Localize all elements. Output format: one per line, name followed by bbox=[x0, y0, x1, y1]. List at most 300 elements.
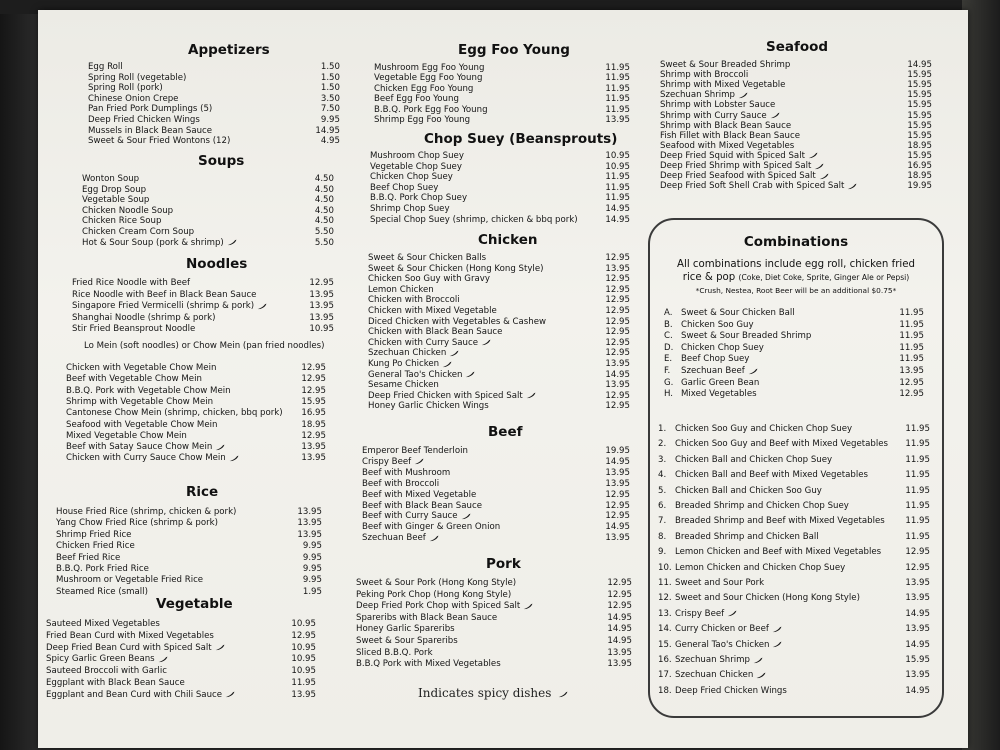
menu-item-name bbox=[368, 380, 439, 390]
menu-item-row bbox=[368, 253, 630, 264]
menu-item-label: Crispy Beef bbox=[675, 608, 725, 619]
menu-item-row bbox=[368, 380, 630, 391]
menu-item-price: 5.50 bbox=[314, 237, 334, 248]
menu-item-row bbox=[82, 195, 334, 206]
chili-pepper-icon bbox=[442, 361, 451, 367]
menu-item-row bbox=[82, 174, 334, 185]
section-title-vegetable: Vegetable bbox=[156, 596, 233, 612]
menu-item-name bbox=[374, 105, 488, 115]
menu-item-row bbox=[368, 348, 630, 359]
menu-item-name bbox=[660, 70, 748, 80]
menu-item-label: B.B.Q. Pork Egg Foo Young bbox=[374, 104, 488, 115]
menu-item-name bbox=[658, 455, 832, 465]
menu-item-name bbox=[664, 366, 757, 376]
menu-item-row bbox=[66, 374, 326, 385]
menu-item-row bbox=[362, 457, 630, 468]
menu-item-price: 12.95 bbox=[605, 401, 630, 412]
menu-item-label: Chicken with Mixed Vegetable bbox=[368, 306, 497, 316]
menu-item-label: Mussels in Black Bean Sauce bbox=[88, 125, 213, 136]
menu-item-row bbox=[362, 522, 630, 533]
menu-item-name bbox=[56, 507, 236, 517]
menu-item-name bbox=[66, 363, 216, 373]
menu-item-label: Beef with Satay Sauce Chow Mein bbox=[66, 442, 213, 453]
menu-item-price: 12.95 bbox=[605, 390, 630, 401]
menu-item-name bbox=[658, 547, 881, 557]
chili-pepper-icon bbox=[819, 173, 828, 179]
menu-item-price: 11.95 bbox=[905, 454, 930, 465]
menu-item-row bbox=[370, 215, 630, 226]
menu-item-name bbox=[56, 575, 203, 585]
menu-item-row bbox=[368, 401, 630, 412]
menu-item-label: Peking Pork Chop (Hong Kong Style) bbox=[356, 589, 512, 600]
menu-item-label: Breaded Shrimp and Chicken Ball bbox=[675, 531, 819, 542]
menu-item-price: 18.95 bbox=[907, 140, 932, 151]
menu-item-row bbox=[356, 636, 632, 647]
menu-item-price: 12.95 bbox=[291, 630, 316, 641]
menu-item-name bbox=[370, 204, 450, 214]
menu-item-price: 11.95 bbox=[291, 678, 316, 688]
menu-item-price: 13.95 bbox=[291, 689, 316, 700]
menu-item-name bbox=[356, 590, 511, 600]
chili-pepper-icon bbox=[772, 626, 781, 632]
menu-item-name bbox=[88, 94, 178, 104]
menu-item-label: Beef with Black Bean Sauce bbox=[362, 500, 482, 511]
menu-item-price: 5.50 bbox=[314, 227, 334, 237]
menu-item-price: 10.95 bbox=[291, 642, 316, 653]
menu-item-name bbox=[72, 324, 195, 334]
menu-item-name bbox=[658, 532, 819, 542]
menu-item-name bbox=[56, 564, 149, 574]
menu-item-name bbox=[362, 446, 468, 456]
menu-item-price: 12.95 bbox=[605, 274, 630, 285]
menu-item-price: 11.95 bbox=[605, 63, 630, 73]
menu-item-row bbox=[72, 313, 334, 324]
menu-item-name bbox=[368, 264, 543, 274]
menu-item-name bbox=[368, 327, 502, 337]
menu-item-label: Deep Fried Squid with Spiced Salt bbox=[660, 150, 805, 161]
menu-item-label: Sweet & Sour Pork (Hong Kong Style) bbox=[356, 578, 517, 588]
menu-item-name bbox=[356, 636, 458, 646]
lomein-chowmein-note: Lo Mein (soft noodles) or Chow Mein (pan fried noodles) bbox=[84, 341, 325, 351]
menu-item-row bbox=[368, 285, 630, 296]
menu-item-price: 9.95 bbox=[302, 541, 322, 552]
menu-item-name bbox=[72, 278, 190, 288]
menu-item-price: 12.95 bbox=[605, 327, 630, 338]
menu-item-row bbox=[88, 94, 340, 105]
menu-item-row bbox=[660, 131, 932, 142]
menu-item-row bbox=[660, 181, 932, 192]
menu-item-row bbox=[658, 686, 930, 698]
menu-item-price: 13.95 bbox=[605, 467, 630, 478]
menu-item-price: 13.95 bbox=[297, 507, 322, 517]
menu-item-row bbox=[56, 575, 322, 586]
menu-item-row bbox=[370, 193, 630, 204]
menu-item-label: Chicken Egg Foo Young bbox=[374, 83, 474, 94]
menu-item-row bbox=[368, 306, 630, 317]
menu-item-row bbox=[56, 530, 322, 541]
combo-label: 16. bbox=[658, 655, 672, 665]
menu-item-label: Shrimp with Mixed Vegetable bbox=[660, 80, 786, 91]
combinations-intro-rice: rice & pop bbox=[682, 272, 736, 283]
menu-item-name bbox=[56, 530, 131, 540]
menu-item-price: 14.95 bbox=[607, 636, 632, 646]
menu-item-label: Spring Roll (vegetable) bbox=[88, 72, 187, 83]
menu-item-price: 15.95 bbox=[907, 80, 932, 91]
menu-item-label: Deep Fried Chicken Wings bbox=[88, 115, 200, 125]
chili-pepper-icon bbox=[215, 444, 224, 450]
menu-item-label: Sweet & Sour Chicken Ball bbox=[681, 308, 795, 318]
combo-label: 3. bbox=[658, 454, 667, 465]
menu-item-name bbox=[658, 670, 765, 680]
chili-pepper-icon bbox=[847, 183, 856, 189]
section-title-chop-suey: Chop Suey (Beansprouts) bbox=[424, 131, 618, 147]
menu-item-price: 12.95 bbox=[607, 589, 632, 600]
section-title-egg-foo-young: Egg Foo Young bbox=[458, 42, 570, 58]
chili-pepper-icon bbox=[772, 641, 781, 647]
menu-item-price: 4.50 bbox=[314, 174, 334, 184]
menu-item-name bbox=[660, 161, 823, 171]
combinations-extra-note: *Crush, Nestea, Root Beer will be an additional $0.75* bbox=[695, 286, 897, 295]
combo-label: 2. bbox=[658, 439, 667, 450]
menu-item-label: Spring Roll (pork) bbox=[88, 83, 163, 94]
menu-item-price: 9.95 bbox=[320, 115, 340, 125]
menu-item-row bbox=[370, 162, 630, 173]
menu-item-label: Emperor Beef Tenderloin bbox=[362, 446, 468, 456]
menu-item-row bbox=[362, 533, 630, 544]
menu-item-row bbox=[374, 115, 630, 126]
menu-item-name bbox=[658, 424, 852, 434]
menu-item-label: Singapore Fried Vermicelli (shrimp & pork) bbox=[72, 301, 255, 312]
menu-item-label: Eggplant with Black Bean Sauce bbox=[46, 678, 185, 688]
menu-item-row bbox=[664, 320, 924, 332]
menu-item-price: 12.95 bbox=[905, 562, 930, 573]
combo-label: 4. bbox=[658, 470, 667, 481]
menu-item-row bbox=[664, 343, 924, 355]
menu-item-name bbox=[56, 587, 148, 597]
menu-item-price: 12.95 bbox=[899, 377, 924, 388]
menu-item-name bbox=[374, 73, 482, 83]
menu-item-price: 12.95 bbox=[301, 385, 326, 396]
menu-item-name bbox=[660, 181, 856, 191]
menu-item-row bbox=[660, 70, 932, 81]
menu-item-price: 4.95 bbox=[320, 136, 340, 147]
menu-item-name bbox=[72, 313, 215, 323]
menu-item-price: 11.95 bbox=[605, 73, 630, 84]
menu-item-row bbox=[356, 601, 632, 612]
menu-item-label: Deep Fried Soft Shell Crab with Spiced Salt bbox=[660, 181, 845, 192]
menu-item-label: House Fried Rice (shrimp, chicken & pork) bbox=[56, 507, 237, 517]
menu-item-name bbox=[56, 518, 218, 528]
menu-item-name bbox=[66, 386, 231, 396]
menu-item-name bbox=[368, 306, 497, 316]
chili-pepper-icon bbox=[814, 163, 823, 169]
menu-item-row bbox=[660, 141, 932, 152]
chili-pepper-icon bbox=[465, 371, 474, 377]
menu-item-label: Mixed Vegetable Chow Mein bbox=[66, 430, 187, 441]
menu-item-name bbox=[658, 655, 762, 665]
menu-item-name bbox=[88, 83, 163, 93]
menu-item-row bbox=[46, 690, 316, 701]
menu-item-name bbox=[368, 253, 486, 263]
menu-item-row bbox=[658, 547, 930, 559]
menu-item-price: 13.95 bbox=[605, 533, 630, 544]
menu-item-label: Szechuan Beef bbox=[681, 366, 745, 376]
menu-item-label: Chicken Chop Suey bbox=[370, 172, 453, 183]
menu-item-label: Chicken with Curry Sauce Chow Mein bbox=[66, 453, 226, 464]
chili-pepper-icon bbox=[808, 152, 817, 158]
menu-item-name bbox=[88, 136, 230, 146]
menu-item-label: Chicken Ball and Chicken Soo Guy bbox=[675, 485, 822, 496]
menu-item-name bbox=[664, 389, 757, 399]
menu-item-name bbox=[368, 391, 535, 401]
menu-item-name bbox=[72, 301, 266, 311]
chili-pepper-icon bbox=[748, 368, 757, 374]
menu-item-price: 13.95 bbox=[605, 380, 630, 391]
menu-item-name bbox=[56, 541, 135, 551]
menu-item-row bbox=[660, 111, 932, 122]
chili-pepper-icon bbox=[461, 513, 470, 519]
menu-item-price: 11.95 bbox=[899, 342, 924, 353]
menu-item-price: 11.95 bbox=[899, 308, 924, 318]
menu-item-name bbox=[370, 183, 438, 193]
menu-item-label: Deep Fried Shrimp with Spiced Salt bbox=[660, 161, 812, 171]
menu-item-price: 14.95 bbox=[905, 608, 930, 619]
menu-item-price: 4.50 bbox=[314, 184, 334, 195]
menu-item-price: 4.50 bbox=[314, 205, 334, 216]
section-title-noodles: Noodles bbox=[186, 256, 248, 272]
menu-item-label: Beef with Mixed Vegetable bbox=[362, 489, 477, 500]
menu-item-price: 12.95 bbox=[605, 284, 630, 295]
menu-item-price: 13.95 bbox=[905, 593, 930, 604]
menu-item-price: 12.95 bbox=[605, 489, 630, 500]
menu-item-row bbox=[356, 613, 632, 624]
menu-item-row bbox=[66, 431, 326, 442]
menu-item-label: Shrimp with Black Bean Sauce bbox=[660, 120, 792, 131]
menu-item-row bbox=[370, 172, 630, 183]
menu-item-label: Eggplant and Bean Curd with Chili Sauce bbox=[46, 689, 223, 700]
menu-item-price: 12.95 bbox=[605, 348, 630, 359]
menu-item-row bbox=[46, 654, 316, 665]
menu-item-price: 12.95 bbox=[605, 306, 630, 316]
menu-item-price: 12.95 bbox=[899, 389, 924, 400]
menu-item-row bbox=[72, 290, 334, 301]
menu-item-name bbox=[46, 666, 167, 676]
menu-item-name bbox=[362, 522, 500, 532]
menu-item-label: Seafood with Mixed Vegetables bbox=[660, 140, 795, 151]
menu-item-price: 11.95 bbox=[605, 94, 630, 105]
menu-item-label: Shrimp with Lobster Sauce bbox=[660, 100, 776, 111]
combo-label: 18. bbox=[658, 685, 672, 696]
menu-item-label: Sweet and Sour Pork bbox=[675, 578, 765, 588]
menu-item-price: 14.95 bbox=[605, 214, 630, 225]
menu-item-row bbox=[374, 105, 630, 116]
menu-item-name bbox=[368, 401, 489, 411]
menu-item-label: Chicken Rice Soup bbox=[82, 216, 162, 227]
menu-sheet bbox=[38, 10, 968, 748]
menu-item-row bbox=[356, 648, 632, 659]
menu-item-price: 10.95 bbox=[605, 161, 630, 172]
menu-item-name bbox=[82, 216, 161, 226]
menu-item-label: Beef with Ginger & Green Onion bbox=[362, 522, 501, 533]
menu-item-name bbox=[370, 193, 467, 203]
menu-item-label: Lemon Chicken bbox=[368, 284, 434, 295]
menu-item-price: 12.95 bbox=[607, 578, 632, 588]
menu-item-name bbox=[88, 115, 200, 125]
menu-item-price: 13.95 bbox=[301, 442, 326, 453]
menu-item-name bbox=[660, 60, 790, 70]
menu-item-price: 12.95 bbox=[605, 253, 630, 263]
menu-item-label: Chicken with Vegetable Chow Mein bbox=[66, 363, 217, 373]
menu-item-name bbox=[658, 470, 868, 480]
menu-item-name bbox=[88, 104, 212, 114]
combo-label: 8. bbox=[658, 531, 667, 542]
menu-item-label: Honey Garlic Chicken Wings bbox=[368, 401, 489, 412]
spicy-legend-text: Indicates spicy dishes bbox=[418, 686, 552, 700]
menu-item-name bbox=[362, 501, 482, 511]
menu-item-row bbox=[368, 327, 630, 338]
menu-item-name bbox=[46, 654, 167, 664]
menu-item-name bbox=[660, 121, 791, 131]
menu-item-label: Sweet & Sour Breaded Shrimp bbox=[660, 60, 791, 70]
menu-item-row bbox=[660, 161, 932, 172]
menu-item-row bbox=[362, 479, 630, 490]
menu-item-name bbox=[660, 100, 775, 110]
menu-item-row bbox=[368, 274, 630, 285]
menu-item-label: Sesame Chicken bbox=[368, 380, 439, 391]
menu-item-name bbox=[660, 171, 828, 181]
menu-item-price: 1.50 bbox=[320, 83, 340, 94]
chili-pepper-icon bbox=[738, 92, 747, 98]
menu-item-label: Deep Fried Seafood with Spiced Salt bbox=[660, 171, 816, 182]
menu-item-row bbox=[664, 366, 924, 378]
menu-item-price: 11.95 bbox=[899, 354, 924, 365]
menu-item-price: 10.95 bbox=[605, 151, 630, 161]
menu-item-label: Fried Rice Noodle with Beef bbox=[72, 278, 191, 288]
menu-item-price: 13.95 bbox=[905, 624, 930, 635]
menu-item-price: 4.50 bbox=[314, 195, 334, 206]
menu-item-label: Chicken Ball and Beef with Mixed Vegetables bbox=[675, 470, 869, 481]
menu-item-row bbox=[362, 468, 630, 479]
menu-item-price: 3.50 bbox=[320, 93, 340, 104]
menu-item-label: Diced Chicken with Vegetables & Cashew bbox=[368, 316, 547, 327]
menu-item-name bbox=[660, 151, 817, 161]
menu-item-price: 16.95 bbox=[301, 408, 326, 419]
menu-item-label: Spicy Garlic Green Beans bbox=[46, 654, 155, 665]
menu-item-row bbox=[88, 73, 340, 84]
menu-item-row bbox=[362, 446, 630, 457]
menu-item-label: Sauteed Mixed Vegetables bbox=[46, 619, 160, 629]
menu-item-price: 13.95 bbox=[297, 529, 322, 540]
menu-item-name bbox=[362, 457, 423, 467]
menu-item-price: 13.95 bbox=[309, 289, 334, 300]
menu-item-label: Fish Fillet with Black Bean Sauce bbox=[660, 130, 800, 141]
menu-item-row bbox=[362, 490, 630, 501]
chili-pepper-icon bbox=[215, 644, 224, 650]
section-title-soups: Soups bbox=[198, 153, 245, 169]
menu-item-row bbox=[82, 227, 334, 238]
menu-item-price: 15.95 bbox=[907, 150, 932, 161]
menu-item-name bbox=[664, 354, 749, 364]
menu-item-row bbox=[370, 151, 630, 162]
menu-item-row bbox=[88, 104, 340, 115]
menu-item-row bbox=[362, 501, 630, 512]
menu-item-row bbox=[82, 216, 334, 227]
menu-item-label: Breaded Shrimp and Chicken Chop Suey bbox=[675, 501, 849, 511]
menu-item-name bbox=[46, 631, 214, 641]
combo-label: C. bbox=[664, 331, 673, 342]
menu-item-price: 14.95 bbox=[315, 125, 340, 136]
menu-item-label: Beef with Curry Sauce bbox=[362, 511, 458, 522]
menu-item-price: 13.95 bbox=[309, 301, 334, 312]
menu-item-label: Sweet & Sour Spareribs bbox=[356, 636, 458, 646]
menu-item-name bbox=[658, 686, 787, 696]
section-title-appetizers: Appetizers bbox=[188, 42, 270, 58]
menu-item-name bbox=[356, 624, 455, 634]
menu-item-price: 15.95 bbox=[301, 396, 326, 407]
menu-item-row bbox=[368, 338, 630, 349]
menu-item-label: Szechuan Chicken bbox=[675, 670, 754, 681]
section-title-chicken: Chicken bbox=[478, 232, 538, 248]
menu-item-name bbox=[362, 511, 470, 521]
menu-item-row bbox=[46, 643, 316, 654]
menu-item-price: 15.95 bbox=[907, 90, 932, 101]
menu-item-name bbox=[660, 141, 794, 151]
menu-item-price: 11.95 bbox=[905, 470, 930, 481]
menu-item-name bbox=[374, 84, 473, 94]
menu-item-name bbox=[370, 215, 578, 225]
menu-item-name bbox=[664, 343, 764, 353]
menu-item-label: Vegetable Egg Foo Young bbox=[374, 73, 483, 84]
menu-item-row bbox=[72, 324, 334, 335]
menu-item-label: Shrimp Chop Suey bbox=[370, 204, 450, 214]
menu-item-price: 10.95 bbox=[291, 654, 316, 665]
menu-item-price: 19.95 bbox=[605, 446, 630, 456]
section-title-pork: Pork bbox=[486, 556, 521, 572]
menu-item-price: 12.95 bbox=[607, 601, 632, 612]
menu-item-price: 13.95 bbox=[905, 578, 930, 588]
menu-item-label: B.B.Q. Pork Chop Suey bbox=[370, 193, 468, 204]
menu-item-row bbox=[356, 578, 632, 589]
combo-label: E. bbox=[664, 354, 673, 365]
menu-item-row bbox=[46, 619, 316, 630]
menu-item-row bbox=[72, 301, 334, 312]
spicy-legend bbox=[418, 686, 567, 700]
menu-item-label: Sweet & Sour Chicken (Hong Kong Style) bbox=[368, 263, 544, 274]
menu-item-label: B.B.Q. Pork with Vegetable Chow Mein bbox=[66, 385, 231, 396]
menu-item-name bbox=[368, 274, 490, 284]
menu-item-row bbox=[658, 640, 930, 652]
menu-item-label: Deep Fried Chicken with Spiced Salt bbox=[368, 390, 523, 401]
combo-label: 7. bbox=[658, 516, 667, 527]
menu-item-price: 12.95 bbox=[905, 547, 930, 558]
menu-item-row bbox=[658, 501, 930, 513]
menu-item-label: Beef Fried Rice bbox=[56, 552, 121, 563]
combo-label: G. bbox=[664, 377, 674, 388]
combo-label: 11. bbox=[658, 578, 672, 588]
menu-item-price: 10.95 bbox=[291, 666, 316, 677]
menu-item-price: 12.95 bbox=[309, 278, 334, 288]
menu-item-row bbox=[658, 670, 930, 682]
menu-item-label: Yang Chow Fried Rice (shrimp & pork) bbox=[56, 518, 219, 529]
menu-item-name bbox=[658, 624, 781, 634]
menu-item-row bbox=[664, 331, 924, 343]
menu-item-price: 13.95 bbox=[605, 359, 630, 369]
menu-item-label: Sweet & Sour Fried Wontons (12) bbox=[88, 136, 231, 147]
menu-item-label: Curry Chicken or Beef bbox=[675, 624, 769, 635]
chili-pepper-icon bbox=[225, 691, 234, 697]
menu-item-row bbox=[56, 564, 322, 575]
menu-item-price: 13.95 bbox=[301, 453, 326, 464]
